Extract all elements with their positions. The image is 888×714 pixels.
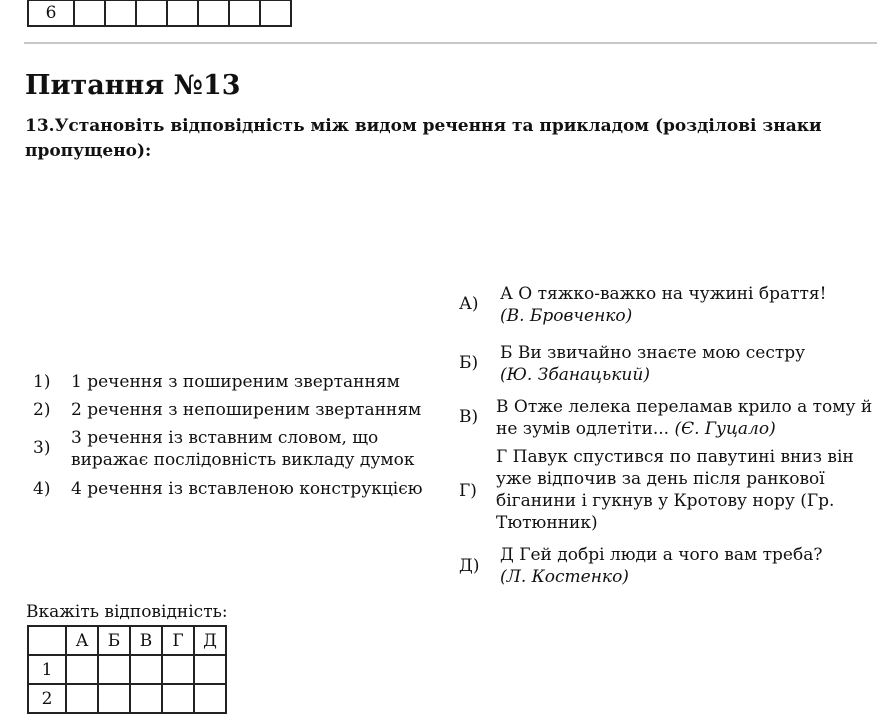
option-text: не зумів одлетіти... <box>496 419 675 439</box>
list-item-number: 4) <box>33 479 51 499</box>
question-text: 13.Установіть відповідність між видом речення та прикладом (розділові знаки пропущено): <box>25 116 822 161</box>
grid-column-header: Д <box>194 626 226 655</box>
option-text: Г Павук спустився по павутині вниз він <box>496 447 854 467</box>
answer-cell[interactable] <box>194 684 226 713</box>
option-letter: Б) <box>459 353 479 373</box>
answer-cell[interactable] <box>167 0 198 26</box>
answer-cell[interactable] <box>260 0 291 26</box>
answer-cell[interactable] <box>98 655 130 684</box>
previous-answer-grid <box>27 0 292 27</box>
section-divider <box>24 42 877 44</box>
option-letter: А) <box>459 294 479 314</box>
option-source: (Ю. Збанацький) <box>500 365 650 385</box>
answer-instruction: Вкажіть відповідність: <box>26 602 228 622</box>
answer-cell[interactable] <box>162 655 194 684</box>
option-source: (Є. Гуцало) <box>674 419 776 439</box>
answer-cell[interactable] <box>130 684 162 713</box>
previous-grid-row-label: 6 <box>28 0 74 26</box>
option-text: біганини і гукнув у Кротову нору (Гр. <box>496 491 835 511</box>
answer-cell[interactable] <box>74 0 105 26</box>
question-title: Питання №13 <box>25 70 241 101</box>
answer-cell[interactable] <box>136 0 167 26</box>
list-item-text: 4 речення із вставленою конструкцією <box>71 479 423 499</box>
option-text: В Отже лелека переламав крило а тому й <box>496 397 873 417</box>
answer-cell[interactable] <box>105 0 136 26</box>
grid-column-header: В <box>130 626 162 655</box>
answer-cell[interactable] <box>229 0 260 26</box>
answer-cell[interactable] <box>66 684 98 713</box>
option-text: уже відпочив за день після ранкової <box>496 469 825 489</box>
grid-row-header: 2 <box>28 684 66 713</box>
answer-grid <box>27 625 227 714</box>
list-item-number: 1) <box>33 372 51 392</box>
grid-corner <box>28 626 66 655</box>
option-source: (В. Бровченко) <box>500 306 633 326</box>
option-text-cont <box>496 418 776 440</box>
answer-cell[interactable] <box>66 655 98 684</box>
answer-cell[interactable] <box>198 0 229 26</box>
grid-row-header: 1 <box>28 655 66 684</box>
list-item-number: 2) <box>33 400 51 420</box>
answer-cell[interactable] <box>194 655 226 684</box>
list-item-number: 3) <box>33 438 51 458</box>
answer-cell[interactable] <box>162 684 194 713</box>
answer-cell[interactable] <box>130 655 162 684</box>
grid-column-header: А <box>66 626 98 655</box>
option-text: Тютюнник) <box>496 513 598 533</box>
option-text: А О тяжко-важко на чужині браття! <box>500 284 827 304</box>
list-item-text: 2 речення з непоширеним звертанням <box>71 400 422 420</box>
option-letter: Г) <box>459 481 477 501</box>
option-letter: Д) <box>459 556 480 576</box>
grid-column-header: Г <box>162 626 194 655</box>
list-item-text: 3 речення із вставним словом, що <box>71 428 379 448</box>
list-item-text: 1 речення з поширеним звертанням <box>71 372 400 392</box>
option-source: (Л. Костенко) <box>500 567 629 587</box>
list-item-text: виражає послідовність викладу думок <box>71 450 415 470</box>
option-text: Д Гей добрі люди а чого вам треба? <box>500 545 823 565</box>
option-text: Б Ви звичайно знаєте мою сестру <box>500 343 806 363</box>
grid-column-header: Б <box>98 626 130 655</box>
option-letter: В) <box>459 407 479 427</box>
answer-cell[interactable] <box>98 684 130 713</box>
